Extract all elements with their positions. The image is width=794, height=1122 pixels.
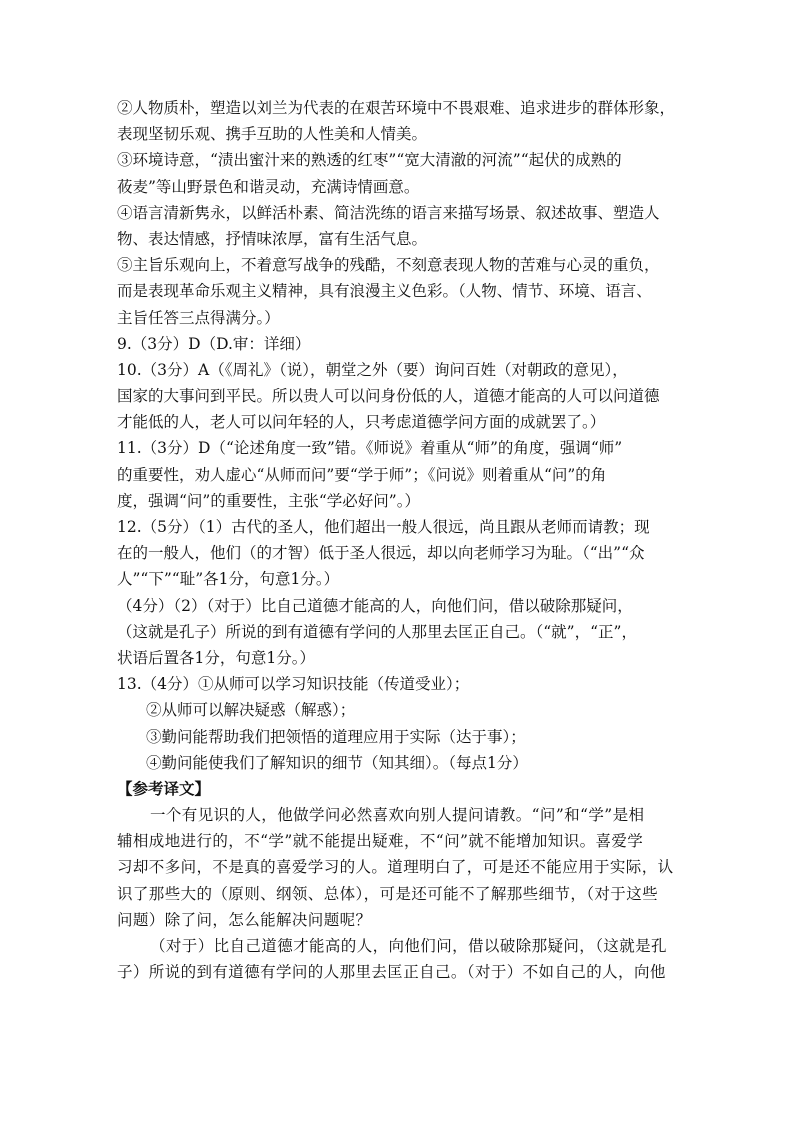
- text-line: 而是表现革命乐观主义精神，具有浪漫主义色彩。（人物、情节、环境、语言、: [117, 282, 652, 301]
- text-line: 9.（3分）D（D.审：详细）: [117, 334, 311, 353]
- text-line: （对于）比自己道德才能高的人，向他们问，借以破除那疑问，（这就是孔: [150, 937, 667, 955]
- translation-paragraph-1: [117, 802, 675, 933]
- text-line: ③环境诗意，“渍出蜜汁来的熟透的红枣”“宽大清澈的河流”“起伏的成熟的: [117, 151, 622, 170]
- translation-paragraph-2: [117, 933, 675, 985]
- document-page: [117, 95, 675, 985]
- text-line: 问题）除了问，怎么能解决问题呢？: [117, 910, 372, 929]
- text-line: ②从师可以解决疑惑（解惑）；: [146, 701, 356, 720]
- text-line: ④语言清新隽永，以鲜活朴素、简洁洗练的语言来描写场景、叙述故事、塑造人: [117, 203, 660, 222]
- answer-q10: [117, 357, 675, 436]
- text-line: 10.（3分）A（《周礼》（说），朝堂之外（要）询问百姓（对朝政的意见），: [117, 360, 628, 379]
- text-line: （4分）（2）（对于）比自己道德才能高的人，向他们问，借以破除那疑问，: [117, 596, 633, 615]
- text-line: 的重要性，劝人虚心“从师而问”要“学于师”；《问说》则着重从“问”的角: [117, 465, 607, 484]
- text-line: 12.（5分）（1）古代的圣人，他们超出一般人很远，尚且跟从老师而请教；现: [117, 518, 650, 536]
- text-line: 主旨任答三点得满分。）: [117, 308, 280, 327]
- text-line: 辅相成地进行的，不“学”就不能提出疑难，不“问”就不能增加知识。喜爱学: [117, 832, 644, 851]
- text-line: 一个有见识的人，他做学问必然喜欢向别人提问请教。“问”和“学”是相: [150, 806, 645, 825]
- text-line: 11.（3分）D（“论述角度一致”错。《师说》着重从“师”的角度，强调“师”: [117, 439, 623, 458]
- translation-section: [117, 776, 675, 986]
- text-line: ③勤问能帮助我们把领悟的道理应用于实际（达于事）；: [146, 727, 526, 746]
- text-line: ④勤问能使我们了解知识的细节（知其细）。（每点1分）: [146, 753, 528, 772]
- text-line: 习却不多问，不是真的喜爱学习的人。道理明白了，可是还不能应用于实际，认: [117, 858, 674, 877]
- text-line: 子）所说的到有道德有学问的人那里去匡正自己。（对于）不如自己的人，向他: [117, 963, 666, 982]
- text-line: 物、表达情感，抒情味浓厚，富有生活气息。: [117, 229, 428, 248]
- section-heading: 【参考译文】: [117, 779, 211, 798]
- answer-q9: [117, 331, 675, 357]
- text-line: 识了那些大的（原则、纲领、总体），可是还可能不了解那些细节，（对于这些: [117, 884, 659, 903]
- text-line: 国家的大事问到平民。所以贵人可以问身份低的人，道德才能高的人可以问道德: [117, 387, 660, 406]
- text-line: 莜麦”等山野景色和谐灵动，充满诗情画意。: [117, 177, 420, 196]
- text-line: 在的一般人，他们（的才智）低于圣人很远，却以向老师学习为耻。（“出”“众: [117, 544, 645, 563]
- text-line: 13.（4分）①从师可以学习知识技能（传道受业）；: [117, 675, 470, 694]
- answer-item-7-2: [117, 95, 675, 147]
- answer-item-7-4: [117, 200, 675, 252]
- answer-q12: [117, 514, 675, 671]
- text-line: 表现坚韧乐观、携手互助的人性美和人情美。: [117, 125, 428, 144]
- answer-item-7-5: [117, 252, 675, 331]
- answer-item-7-3: [117, 147, 675, 199]
- answer-q13: [117, 671, 675, 776]
- text-line: ②人物质朴，塑造以刘兰为代表的在艰苦环境中不畏艰难、追求进步的群体形象，: [117, 99, 675, 117]
- answer-q11: [117, 435, 675, 514]
- text-line: 度，强调“问”的重要性，主张“学必好问”。）: [117, 491, 420, 510]
- text-line: （这就是孔子）所说的到有道德有学问的人那里去匡正自己。（“就”，“正”，: [117, 622, 637, 641]
- text-line: 才能低的人，老人可以问年轻的人，只考虑道德学问方面的成就罢了。）: [117, 413, 606, 432]
- text-line: ⑤主旨乐观向上，不着意写战争的残酷，不刻意表现人物的苦难与心灵的重负，: [117, 256, 660, 275]
- text-line: 人”“下”“耻”各1分，句意1分。）: [117, 570, 340, 589]
- text-line: 状语后置各1分，句意1分。）: [117, 648, 315, 667]
